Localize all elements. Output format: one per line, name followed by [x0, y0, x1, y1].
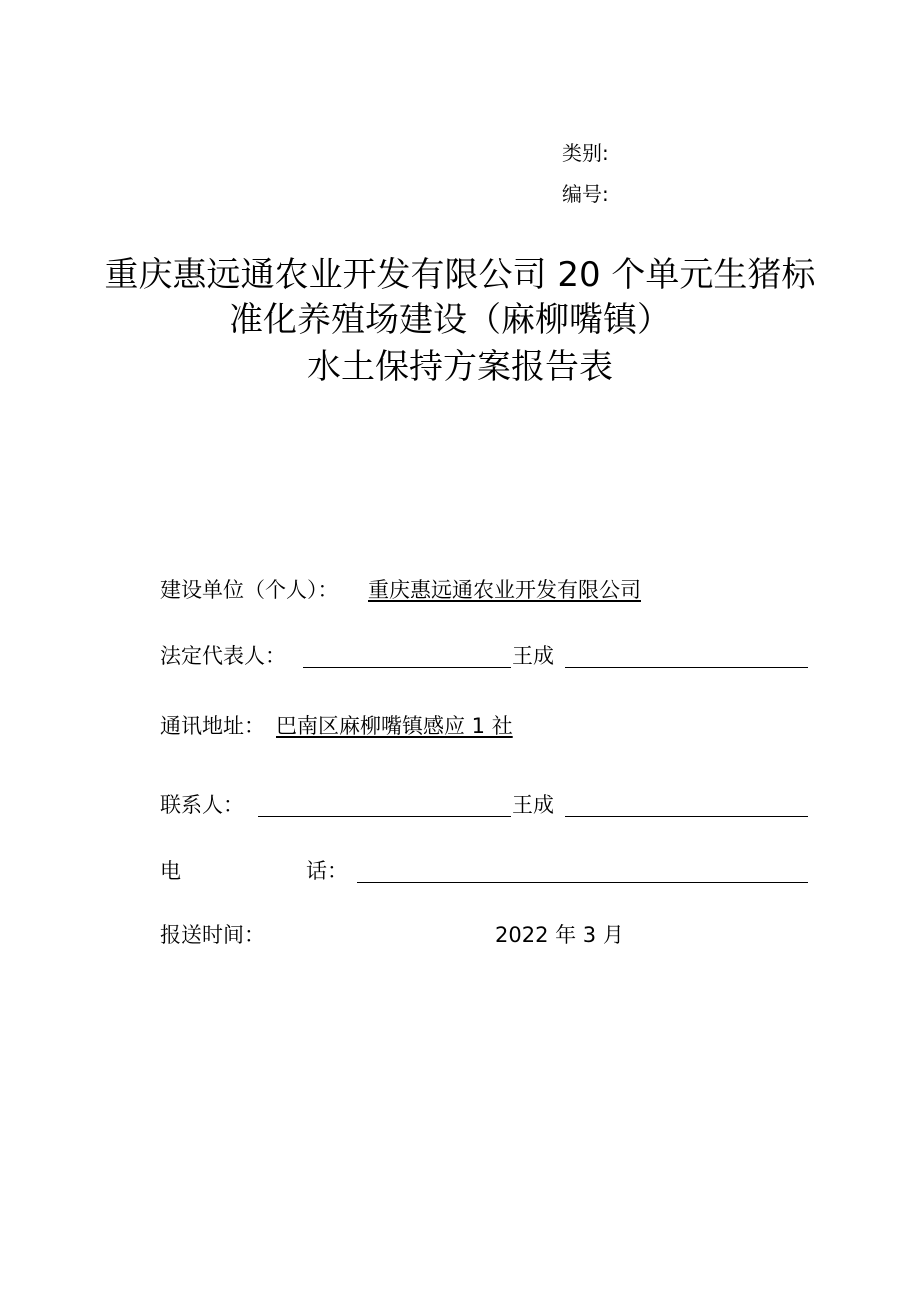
- contact-person-field: [160, 790, 810, 820]
- construction-unit-field: [160, 575, 810, 605]
- report-title-line-2: 准化养殖场建设（麻柳嘴镇）: [229, 300, 671, 340]
- legal-representative-underline-left: [303, 667, 511, 668]
- contact-person-underline-right: [565, 816, 808, 817]
- phone-field: [160, 856, 810, 886]
- phone-label-part-2: 话：: [306, 859, 348, 883]
- submission-time-field: [160, 920, 810, 950]
- phone-label-part-1: 电: [160, 859, 181, 883]
- report-title-line-3: 水土保持方案报告表: [307, 347, 613, 387]
- phone-underline: [357, 882, 808, 883]
- contact-person-value: 王成: [512, 793, 554, 817]
- submission-time-value: 2022 年 3 月: [495, 923, 624, 947]
- contact-person-label: 联系人：: [160, 793, 244, 817]
- construction-unit-label: 建设单位（个人）：: [160, 578, 339, 602]
- legal-representative-field: [160, 641, 810, 671]
- legal-representative-label: 法定代表人：: [160, 644, 286, 668]
- legal-representative-underline-right: [565, 667, 808, 668]
- category-label: 类别:: [562, 141, 609, 165]
- construction-unit-value: 重庆惠远通农业开发有限公司: [368, 578, 641, 602]
- submission-time-label: 报送时间：: [160, 923, 265, 947]
- contact-person-underline-left: [258, 816, 511, 817]
- mailing-address-field: [160, 711, 810, 741]
- number-label: 编号:: [562, 182, 609, 206]
- mailing-address-value: 巴南区麻柳嘴镇感应 1 社: [276, 714, 513, 738]
- legal-representative-value: 王成: [512, 644, 554, 668]
- report-title-line-1: 重庆惠远通农业开发有限公司 20 个单元生猪标: [104, 255, 816, 295]
- mailing-address-label: 通讯地址：: [160, 714, 265, 738]
